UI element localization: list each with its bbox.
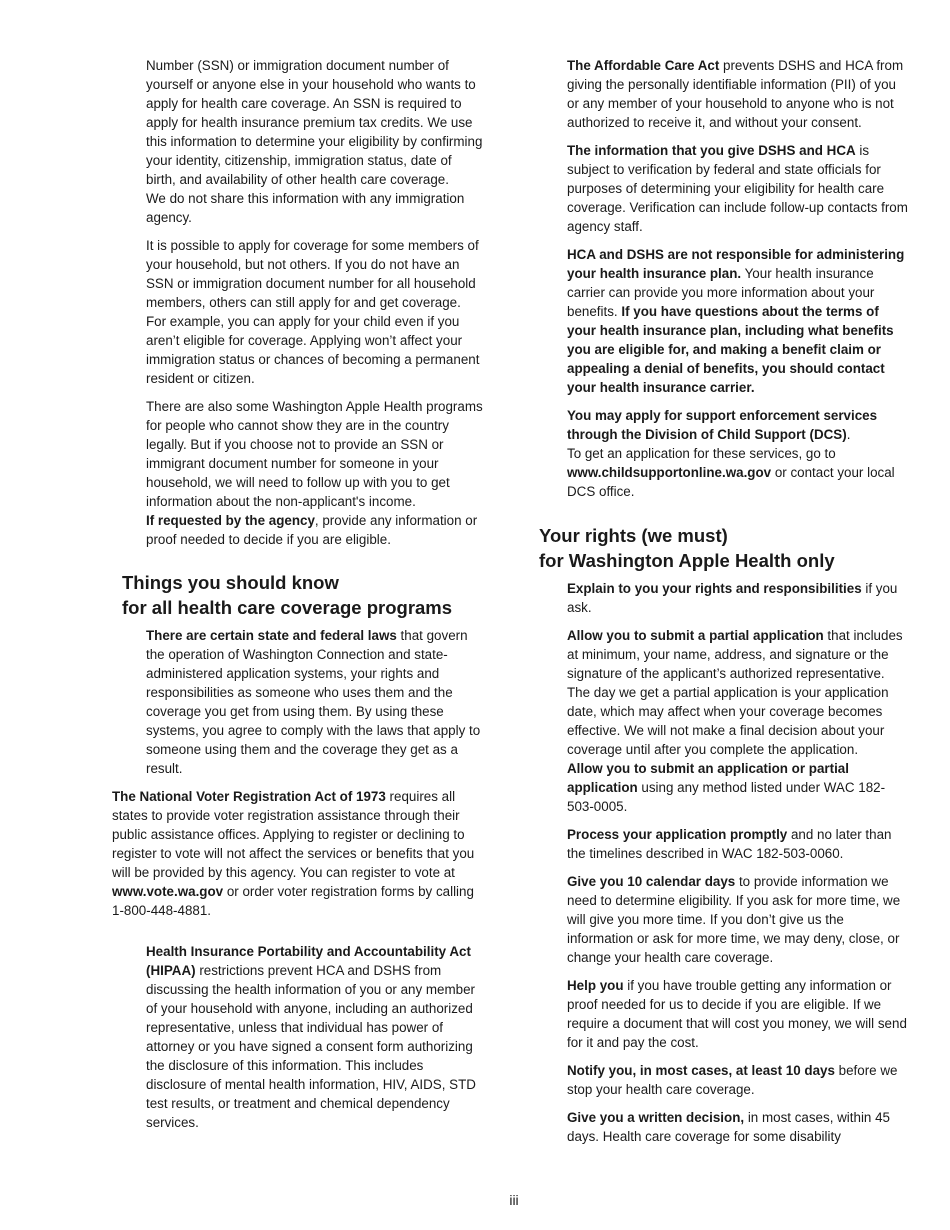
left-column xyxy=(112,56,484,1141)
vote-link[interactable]: www.vote.wa.gov xyxy=(112,884,224,899)
page-number: iii xyxy=(509,1192,519,1208)
ssn-paragraph: Number (SSN) or immigration document number of yourself or anyone else in your household who wants to apply for health care coverage. An SSN is required to apply for health insurance premium tax credits. We use this information to determine your eligibility by confirming your identity, citizenship, immigration status, date of birth, and availability of other health care coverage. xyxy=(146,58,483,187)
childsupport-link[interactable]: www.childsupportonline.wa.gov xyxy=(567,465,772,480)
verification-paragraph: The information that you give DSHS and HCA is subject to verification by federal and state officials for purposes of determining your eligibility for health care coverage. Verification can include follow-up contacts from agency staff. xyxy=(567,143,908,234)
rights-explain: Explain to you your rights and responsibilities if you ask. xyxy=(567,581,898,615)
rights-notify: Notify you, in most cases, at least 10 days before we stop your health care coverage. xyxy=(567,1063,898,1097)
things-you-should-know-heading: Things you should know for all health care coverage programs xyxy=(122,572,453,618)
rights-ten-days: Give you 10 calendar days to provide information we need to determine eligibility. If you ask for more time, we will give you more time. If you don’t give us the information or ask for more time, we may deny, close, or change your health care coverage. xyxy=(567,874,901,965)
rights-process-promptly: Process your application promptly and no later than the timelines described in WAC 182-503-0060. xyxy=(567,827,892,861)
hipaa-section xyxy=(112,942,484,1132)
right-column xyxy=(539,56,911,1155)
laws-section xyxy=(112,626,484,778)
rights-partial-application: Allow you to submit a partial application that includes at minimum, your name, address, and signature or the signature of the applicant’s authorized representative. The day we get a partial application is your application date, which may affect when your coverage becomes effective. We will not make a final decision about your coverage until after you complete the application. xyxy=(567,628,903,757)
hipaa-paragraph: Health Insurance Portability and Accountability Act (HIPAA) restrictions prevent HCA and DSHS from discussing the health information of you or any member of your household with anyone, including an authorized representative, unless that individual has power of attorney or you have signed a consent form authorizing the disclosure of this information. This includes disclosure of mental health information, HIV, AIDS, STD test results, or treatment and chemical dependency services. xyxy=(146,944,476,1130)
partial-household-paragraph: It is possible to apply for coverage for some members of your household, but not others. If you do not have an SSN or immigration document number for all household members, others can still apply for and get coverage. For example, you can apply for your child even if you aren’t eligible for coverage. Applying won’t affect your immigration status or chances of becoming a permanent resident or citizen. xyxy=(146,238,480,386)
nvra-paragraph: The National Voter Registration Act of 1973 requires all states to provide voter registration assistance through their public assistance offices. Applying to register or declining to register to vote will not affect the services or benefits that you will be provided by this agency. You can register to vote at www.vote.wa.gov or order voter registration forms by calling 1-800-448-4881. xyxy=(112,789,475,918)
immigration-note: We do not share this information with any immigration agency. xyxy=(146,191,465,225)
privacy-section xyxy=(539,56,911,501)
laws-paragraph: There are certain state and federal laws that govern the operation of Washington Connection and state-administered application systems, your rights and responsibilities as someone who uses them and the coverage you get from using them. By using these systems, you agree to comply with the laws that apply to someone using them and the coverage they get as a result. xyxy=(146,628,481,776)
aca-paragraph: The Affordable Care Act prevents DSHS and HCA from giving the personally identifiable information (PII) of you or any member of your household to anyone who is not authorized to receive it, and without your consent. xyxy=(567,58,904,130)
apple-health-paragraph: There are also some Washington Apple Health programs for people who cannot show they are in the country legally. But if you choose not to provide an SSN or immigrant document number for someone in your household, we will need to follow up with you to get information about the non-applicant's income. xyxy=(146,399,483,509)
insurance-plan-paragraph: HCA and DSHS are not responsible for administering your health insurance plan. Your health insurance carrier can provide you more information about your benefits. If you have questions about the terms of your health insurance plan, including what benefits you are eligible for, and making a benefit claim or appealing a denial of benefits, you should contact your health insurance carrier. xyxy=(567,247,905,395)
ssn-section xyxy=(112,56,484,549)
rights-section xyxy=(539,579,911,1146)
your-rights-heading: Your rights (we must) for Washington Apple Health only xyxy=(539,525,835,571)
rights-written-decision: Give you a written decision, in most cases, within 45 days. Health care coverage for some disability xyxy=(567,1110,890,1144)
rights-submit-method: Allow you to submit an application or partial application using any method listed under WAC 182-503-0005. xyxy=(567,761,886,814)
dcs-paragraph: You may apply for support enforcement services through the Division of Child Support (DCS). To get an application for these services, go to www.childsupportonline.wa.gov or contact your local DCS office. xyxy=(567,408,895,499)
rights-help: Help you if you have trouble getting any information or proof needed for us to decide if you are eligible. If we require a document that will cost you money, we will send for it and pay the cost. xyxy=(567,978,907,1050)
agency-request-paragraph: If requested by the agency, provide any information or proof needed to decide if you are eligible. xyxy=(146,513,478,547)
